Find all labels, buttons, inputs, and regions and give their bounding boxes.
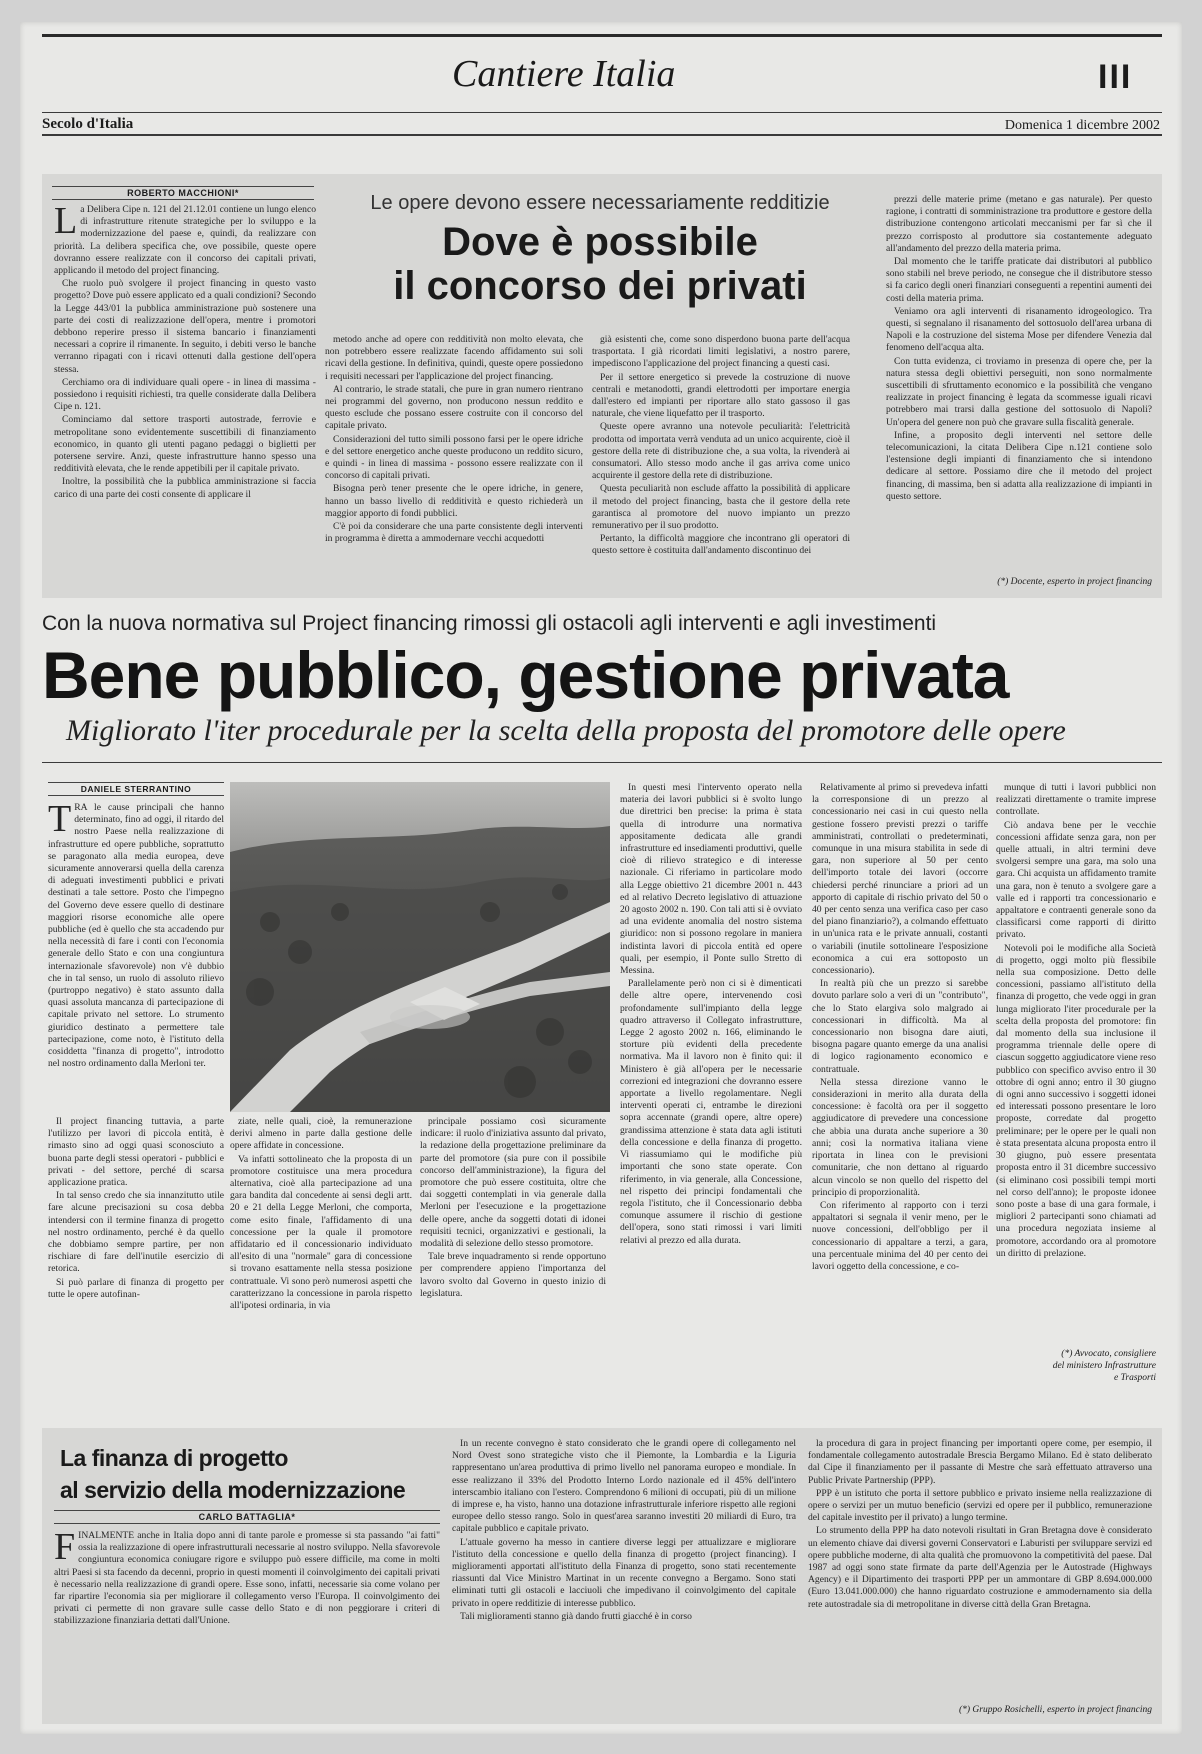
- article2-author: DANIELE STERRANTINO: [48, 782, 224, 796]
- article1-column-1: La Delibera Cipe n. 121 del 21.12.01 contiene un lungo elenco di infrastrutture ritenute strategiche per lo sviluppo e la modernizzazione del paese e, quindi, da realizzare con priorità. La delibera specifica che, ove possibile, queste opere dovranno essere realizzate con il concorso dei capitali privati, applicando il metodo del project financing. Che ruolo può svolgere il project financing in questo vasto progetto? Dove può essere applicato ed a quali condizioni? Secondo la Legge 443/01 la pubblica amministrazione può sostenere una parte dei costi di realizzazione dell'opera, mentre i promotori debbono reperire presso il sistema bancario i finanziamenti necessari a coprire il rimanente. In seguito, i debiti verso le banche verranno ripagati con i ricavi ottenuti dalla gestione dell'opera stessa. Cerchiamo ora di individuare quali opere - in linea di massima - possiedono i requisiti richiesti, tra quelle considerate dalla Delibera Cipe n. 121. Cominciamo dal settore trasporti autostrade, ferrovie e metropolitane sono evidentemente suscettibili di finanziamento economico, in quanto gli utenti pagano pedaggi o biglietti per potersene servire. Anzi, queste infrastrutture hanno spesso una redditività elevata, che le rende appetibili per il capitale privato. Inoltre, la possibilità che la pubblica amministrazione si faccia carico di una parte dei costi consente di applicare il: [54, 204, 316, 500]
- article2-column-2: ziate, nelle quali, cioè, la remunerazione derivi almeno in parte dalla gestione delle opere affidate in concessione. Va infatti sottolineato che la proposta di un promotore costituisce una mera procedura alternativa, cioè alla partecipazione ad una gara bandita dal concedente ai sensi degli artt. 20 e 21 della Legge Merloni, che comporta, come esito finale, l'affidamento di una concessione per la quale il promotore affidatario ed il concessionario individuato all'esito di una "normale" gara di concessione si trovano esattamente nella stessa posizione contrattuale. Vi sono però numerosi aspetti che caratterizzano la concessione in parola rispetto all'ipotesi ordinaria, in via: [230, 1116, 412, 1312]
- article3-author: CARLO BATTAGLIA*: [54, 1510, 440, 1524]
- article1-headline: Dove è possibile il concorso dei privati: [393, 220, 807, 308]
- article2-subhead: Migliorato l'iter procedurale per la scelta della proposta del promotore delle opere: [66, 714, 1066, 747]
- article1-column-2: metodo anche ad opere con redditività non molto elevata, che non potrebbero essere realizzate facendo affidamento sui soli ricavi della gestione. In definitiva, quindi, queste opere possiedono i requisiti necessari per l'applicazione del project financing. Al contrario, le strade statali, che pure in gran numero rientrano nei programmi del governo, non producono nessun reddito e questo esclude che possano essere costruite con il concorso del capitale privato. Considerazioni del tutto simili possono farsi per le opere idriche e del settore energetico anche queste producono un reddito sicuro, e quindi - in linea di massima - possono essere realizzate con il concorso di capitali privati. Bisogna però tener presente che le opere idriche, in genere, hanno un basso livello di redditività e questo richiederà un maggior apporto di fondi pubblici. C'è poi da considerare che una parte consistente degli interventi in programma è diretta a ammodernare vecchi acquedotti: [325, 334, 583, 545]
- article3-column-1: FINALMENTE anche in Italia dopo anni di tante parole e promesse si sta passando "ai fatti" ossia la realizzazione di opere infrastrutturali necessarie al nostro sviluppo. Nella sfavorevole congiuntura economica coniugare rigore e sviluppo può essere difficile, ma come in molti altri Paesi si sta facendo da decenni, proprio in questi momenti il coinvolgimento dei capitali privati è necessario nella realizzazione di grandi opere. Esse sono, infatti, necessarie sia come volano per far ripartire l'economia sia per migliorare il collegamento verso l'Europa. Il coinvolgimento dei privati ci permette di non gravare sulle casse dello Stato e di non peggiorare i criteri di stabilizzazione finanziaria dettati dall'Unione.: [54, 1530, 440, 1627]
- article3-credit: (*) Gruppo Rosichelli, esperto in project financing: [958, 1705, 1152, 1715]
- highway-aerial-photo: [230, 782, 610, 1112]
- highway-photo-art: [230, 782, 610, 1112]
- article2-rule: [42, 762, 1162, 763]
- article1-dropcap: L: [54, 204, 78, 242]
- newspaper-page: [20, 22, 1182, 1734]
- section-number: III: [1098, 58, 1133, 96]
- article2-headline: Bene pubblico, gestione privata: [42, 638, 1009, 712]
- article2-kicker: Con la nuova normativa sul Project financing rimossi gli ostacoli agli interventi e agli investimenti: [42, 612, 937, 635]
- article2-column-5: Relativamente al primo si prevedeva infatti la corresponsione di un prezzo al concessionario nei casi in cui questo nella gestione fossero previsti prezzi o tariffe amministrati, controllati o predeterminati, comunque in una misura stabilita in sede di gara, non superiore al 50 per cento dell'importo totale dei lavori (occorre chiedersi perché rinunciare a priori ad un apporto di capitale di rischio privato del 50 o 40 per cento senza una verifica caso per caso del piano finanziario?), a colmando effettuato in un'unica rata e le private annuali, costanti o variabili (inutile sottolineare l'esposizione economica a cui era sottoposto un concessionario). In realtà più che un prezzo si sarebbe dovuto parlare solo a veri di un "contributo", che lo Stato elargiva solo malgrado ai concessionari in difficoltà. Ma al concessionario non bisogna dare aiuti, bisogna pagare quanto emerge da una analisi di logico ragionamento economico e contrattuale. Nella stessa direzione vanno le considerazioni in merito alla durata della concessione: è facoltà ora per il soggetto aggiudicatore di prevedere una concessione che abbia una durata anche superiore a 30 anni; così la normativa italiana viene riportata in linea con le previsioni comunitarie, che non dettano al riguardo alcun vincolo se non quello del rispetto del principio di proporzionalità. Con riferimento al rapporto con i terzi appaltatori si segnala il venir meno, per le nuove concessioni, dell'obbligo per il concessionario di appaltare a terzi, a gara, una percentuale minima del 40 per cento dei lavori oggetto della concessione, e co-: [812, 782, 988, 1272]
- article2-column-1: Il project financing tuttavia, a parte l'utilizzo per lavori di piccola entità, è rimasto sino ad oggi quasi sconosciuto a buona parte degli stessi operatori - pubblici e privati - del settore, perché di scarsa applicazione pratica. In tal senso credo che sia innanzitutto utile fare alcune precisazioni su cosa debba intendersi con il termine finanza di progetto nel nostro ordinamento, perché è da quello che dobbiamo sempre partire, per non rischiare di fare dell'inutile esercizio di retorica. Si può parlare di finanza di progetto per tutte le opere autofinan-: [48, 1116, 224, 1300]
- masthead-bottom-rule: [42, 134, 1162, 136]
- article1-column-3: già esistenti che, come sono disperdono buona parte dell'acqua trasportata. I già ricordati limiti legislativi, a nostro parere, impediscono l'applicazione del project financing a questi casi. Per il settore energetico si prevede la costruzione di nuove centrali e metanodotti, grandi elettrodotti per importare energia dall'estero ed impianti per riportare allo stato gassoso il gas naturale, che viene liquefatto per il trasporto. Queste opere avranno una notevole peculiarità: l'elettricità prodotta od importata verrà venduta ad un unico acquirente, cioè il gestore della rete di distribuzione che, a sua volta, la rivenderà ai consumatori. Allo stesso modo anche il gas arriva come unico acquirente il gestore della rete di distribuzione. Questa peculiarità non esclude affatto la possibilità di applicare il metodo del project financing, basta che il gestore della rete garantisca al promotore del nuovo impianto un prezzo remunerativo per il suo prodotto. Pertanto, la difficoltà maggiore che incontrano gli operatori di questo settore è costituita dall'andamento discontinuo dei: [592, 334, 850, 557]
- section-title: Cantiere Italia: [452, 53, 676, 95]
- issue-date: Domenica 1 dicembre 2002: [1004, 118, 1160, 133]
- masthead-mid-rule: [42, 112, 1162, 113]
- masthead-top-rule: [42, 34, 1162, 37]
- article1-author: ROBERTO MACCHIONI*: [52, 186, 314, 200]
- article2-intro-column: TRA le cause principali che hanno determinato, fino ad oggi, il ritardo del nostro Paese nella realizzazione di infrastrutture ed opere pubbliche, soprattutto se paragonato alla media europea, deve sicuramente annoverarsi quella della carenza di adeguati investimenti pubblici e privati destinati a tale settore. Posto che l'impegno del Governo deve essere quello di destinare maggiori risorse economiche alle opere pubbliche (ed è quello che sta accadendo pur nella necessità di fare i conti con l'economia generale dello Stato e con una congiuntura internazionale sfavorevole) non v'è dubbio che in tal senso, un ruolo di assoluto rilievo (purtroppo negativo) è stato assunto dalla quasi assoluta mancanza di partecipazione di capitale privato nel settore. Lo strumento giuridico destinato a permettere tale partecipazione, come noto, è l'istituto della cosiddetta "finanza di progetto", introdotto nel nostro ordinamento dalla Merloni ter.: [48, 802, 224, 1070]
- article2-credit: (*) Avvocato, consigliere del ministero Infrastrutture e Trasporti: [1052, 1349, 1156, 1383]
- article1-kicker: Le opere devono essere necessariamente redditizie: [370, 192, 830, 214]
- article2-column-6: munque di tutti i lavori pubblici non realizzati direttamente o tramite imprese controllate. Ciò andava bene per le vecchie concessioni affidate senza gara, non per quelle attuali, in altri termini deve svolgersi sempre una gara, ma solo una gara. Chi acquista un affidamento tramite una gara, non è tenuto a svolgere gare a valle ed i rapporti tra concessionario e appaltatore e contraenti generale sono da classificarsi come rapporti di diritto privato. Notevoli poi le modifiche alla Società di progetto, oggi molto più flessibile nella sua composizione. Detto delle concessioni, passiamo all'istituto della finanza di progetto, che vede oggi in gran lunga migliorato l'iter procedurale per la scelta della proposta del promotore: fin dal momento della sua inclusione il programma triennale delle opere di ciascun soggetto aggiudicatore viene reso pubblico con specifico avviso entro il 30 ottobre di ogni anno; entro il 30 giugno di ogni anno successivo i soggetti idonei ed interessati possono presentare le loro proposte, corredate dal progetto preliminare; per le opere per le quali non è stata presentata alcuna proposta entro il 30 giugno, può essere presentata proposta entro il 31 dicembre successivo (si eliminano così possibili tempi morti nel corso dell'anno); le proposte idonee sono poste a base di una gara formale, i migliori 2 partecipanti sono chiamati ad una procedura negoziata insieme al promotore, accordando ora al promotore un diritto di prelazione.: [996, 782, 1156, 1259]
- article1-credit: (*) Docente, esperto in project financing: [997, 577, 1152, 587]
- article1-column-4: prezzi delle materie prime (metano e gas naturale). Per questo ragione, i contratti di somministrazione tra produttore e gestore della distribuzione contengono articolati meccanismi per far sì che il prezzo corrisposto al produttore sia costantemente adeguato all'andamento del prezzo della materia prima. Dal momento che le tariffe praticate dai distributori al pubblico sono stabili nel breve periodo, ne consegue che il distributore stesso si fa carico degli oneri finanziari conseguenti a repentini aumenti dei costi della materia prima. Veniamo ora agli interventi di risanamento idrogeologico. Tra questi, si segnalano il risanamento del sottosuolo dell'area urbana di Napoli e la costruzione del sistema Mose per difendere Venezia dal fenomeno dell'acqua alta. Con tutta evidenza, ci troviamo in presenza di opere che, per la natura stessa degli obiettivi perseguiti, non sono normalmente suscettibili di sfruttamento economico e la possibilità che vengano realizzate in project financing è legata da scommesse iguali ricavi potrebbero mai trarsi dalla gestione del sottosuolo di Napoli? Un'opera del genere non può che gravare sulla fiscalità generale. Infine, a proposito degli interventi nel settore delle telecomunicazioni, la citata Delibera Cipe n.121 contiene solo l'estensione degli impianti di finanziamento che si intendono dedicare al settore. Possiamo dire che il metodo del project financing, di massima, ben si adatta alla realizzazione di impianti in questo settore.: [886, 194, 1152, 502]
- article3-dropcap: F: [54, 1530, 76, 1568]
- article2-column-3: principale possiamo così sicuramente indicare: il ruolo d'iniziativa assunto dal privato, la redazione della progettazione preliminare da parte del promotore (sia pure con il possibile concorso dell'amministrazione), la figura del promotore che può essere costituita, oltre che dai soggetti contemplati in via generale dalla Merloni per l'esecuzione e la progettazione delle opere, anche da soggetti dotati di idonei requisiti tecnici, organizzativi e gestionali, la modalità di selezione dello stesso promotore. Tale breve inquadramento si rende opportuno per comprendere appieno l'importanza del lavoro svolto dal Governo in questo inizio di legislatura.: [420, 1116, 606, 1299]
- article3-headline: La finanza di progetto al servizio della modernizzazione: [60, 1445, 406, 1503]
- article3-column-2: In un recente convegno è stato considerato che le grandi opere di collegamento nel Nord Ovest sono strategiche visto che il Piemonte, la Lombardia e la Liguria rappresentano un'area produttiva di primo livello nel panorama europeo e mondiale. In esse realizzano il 33% del Prodotto Interno Lordo nazionale ed il 45% dell'intero interscambio italiano con l'estero. Comprendono 6 milioni di occupati, più di un milione di imprese e, ha visto, hanno una dotazione infrastrutturale inferiore rispetto alle regioni europee dello stesso rango. Solo in quest'area saranno investiti 20 miliardi di Euro, tra capitale pubblico e capitale privato. L'attuale governo ha messo in cantiere diverse leggi per attualizzare e migliorare l'istituto della concessione e quello della finanza di progetto (project financing). I miglioramenti apportati all'istituto della Finanza di progetto, sono stati recentemente riassunti dal Vice Ministro Martinat in un recente convegno a Bergamo. Sono stati eliminati tutti gli ostacoli e lacciuoli che impedivano il coinvolgimento del capitale privato in opere redditizie di interesse pubblico. Tali miglioramenti stanno già dando frutti giacché è in corso: [452, 1438, 796, 1622]
- newspaper-name: Secolo d'Italia: [42, 116, 134, 132]
- article2-column-4: In questi mesi l'intervento operato nella materia dei lavori pubblici si è svolto lungo due direttrici ben precise: la prima è stata quella di introdurre una normativa appositamente dedicata alle grandi infrastrutture ed insediamenti produttivi, quelle cioè di rilievo strategico e di interesse nazionale. Ci riferiamo in particolare modo alla Legge obiettivo 21 dicembre 2001 n. 443 ed al relativo Decreto legislativo di attuazione 20 agosto 2002 n. 190. Con tali atti si è ovviato ad una evidente anomalia del nostro sistema giuridico: non si possono regolare in maniera indistinta lavori di piccola entità ed opere quali, per esempio, il Ponte sullo Stretto di Messina. Parallelamente però non ci si è dimenticati delle altre opere, intervenendo così profondamente sull'impianto della legge quadro attraverso il Collegato infrastrutture, Legge 2 agosto 2002 n. 166, eliminando le storture più evidenti della precedente normativa. Ma il lavoro non è finito qui: il Ministero è già all'opera per le necessarie correzioni ed integrazioni che dovranno essere apportate a livello regolamentare. Negli interventi operati ci, entrambe le direzioni sopra accennate (grandi opere, altre opere) grandissima attenzione è stata data agli istituti della concessione e della finanza di progetto. Vi riassumiamo qui le modifiche più importanti che sono state operate. Con riferimento, in via generale, alla Concessione, nel rispetto dei principi fondamentali che regola l'istituto, che il Concessionario debba comunque assumere il rischio di gestione dell'opera, sono stati rimossi i vari limiti relativi al prezzo ed alla durata.: [620, 782, 802, 1246]
- article3-column-3: la procedura di gara in project financing per importanti opere come, per esempio, il fondamentale collegamento autostradale Brescia Bergamo Milano. Ed è stato deliberato dal Cipe il finanziamento per il passante di Mestre che sarà effettuato attraverso una Public Private Partnership (PPP). PPP è un istituto che porta il settore pubblico e privato insieme nella realizzazione di opere o servizi per un mutuo beneficio (servizi ed opere per il pubblico, remunerazione del capitale investito per il privato) a lungo termine. Lo strumento della PPP ha dato notevoli risultati in Gran Bretagna dove è considerato un elemento chiave dai diversi governi Conservatori e Laburisti per sviluppare servizi ed opere pubbliche moderne, di alta qualità che promuovono la competitività del paese. Dal 1987 ad oggi sono state firmate da parte dell'Agenzia per le Autostrade (Highways Agency) e il Dipartimento dei trasporti PPP per un ammontare di GBP 8.694.000.000 (Euro 13.041.000.000) che hanno riguardato costruzione e ammodernamento sia della rete autostradale sia di metropolitane in diverse città della Gran Bretagna.: [808, 1438, 1152, 1610]
- article2-dropcap: T: [48, 802, 72, 840]
